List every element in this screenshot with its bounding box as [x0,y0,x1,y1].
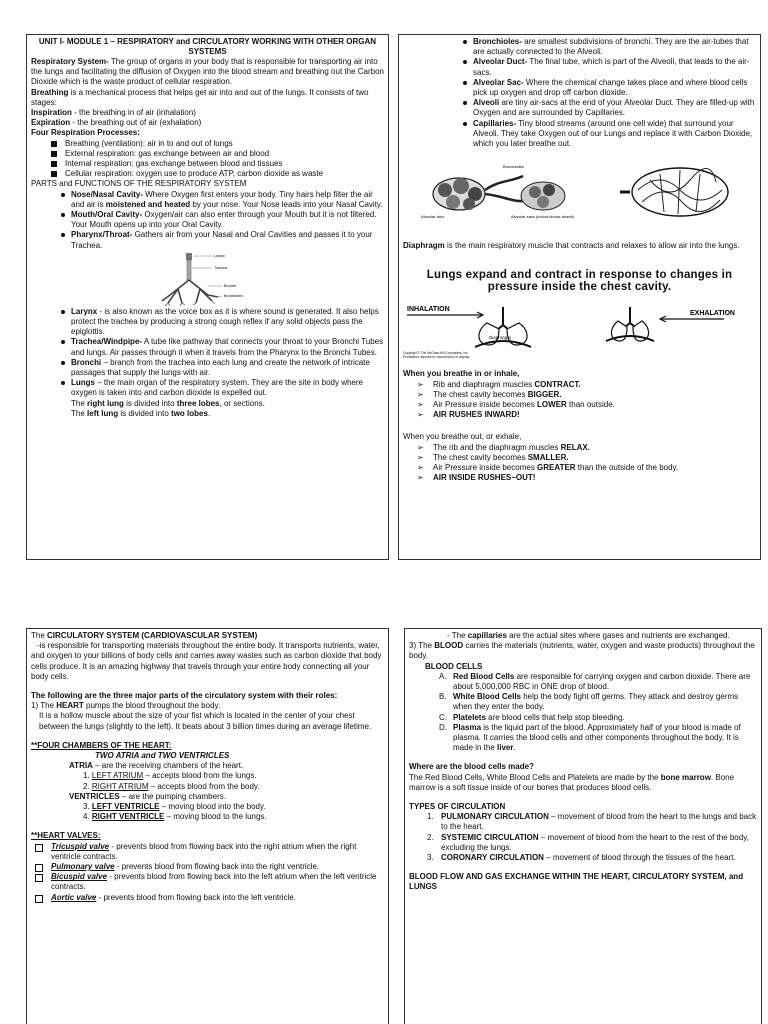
unit-title: UNIT I- MODULE 1 – RESPIRATORY and CIRCULATORY WORKING WITH OTHER ORGAN SYSTEMS [38,37,377,56]
list-item: ➢ AIR RUSHES INWARD! [403,410,756,420]
circulatory-panel-right [404,628,762,1024]
figure-label: Bronchioles [502,164,524,170]
three-parts-heading: The following are the three major parts of the circulatory system with their roles: [31,691,338,701]
list-item: C. Platelets are blood cells that help stop bleeding. [439,712,625,722]
trachea-figure [31,251,384,307]
bronchial-tree-illustration [148,251,268,307]
figure-label: Alveolar sacs (cutout shows alveoli) [510,214,575,220]
chambers-subheading: TWO ATRIA and TWO VENTRICLES [95,751,230,761]
alveoli-parts-list [433,37,756,149]
list-item: ➢ The chest cavity becomes SMALLER. [403,453,756,463]
list-item-lungs: Lungs – the main organ of the respiratory system. They are the site in body where oxygen is taken into and carbon dioxide is expelled out. The right lung is divided into three lobes, or sections. The left lung is divided into two lobes. [31,378,384,419]
respiratory-panel-left [26,34,389,560]
blood-cells-list [409,672,757,754]
inhale-heading: When you breathe in or inhale, [403,369,520,379]
copyright-note: Copyright © The McGraw-Hill Companies, Inc. Permission required for reproduction or display. [403,351,470,360]
circulatory-intro-text: -is responsible for transporting materials throughout the entire body. It transports nutrients, water, and oxygen to your billions of body cells and carries away wastes such as carbon dioxide that body cells produce. It is an amazing highway that travels through your entire body connecting all your body cells. [31,641,382,681]
circulatory-panel-left [26,628,389,1024]
chambers-heading: **FOUR CHAMBERS OF THE HEART: [31,740,172,750]
capillary-net-illustration [620,160,740,222]
list-item: Bicuspid valve - prevents blood from flowing back into the left atrium when the left ventricle contracts. [31,872,384,892]
circulatory-intro-title: The CIRCULATORY SYSTEM (CARDIOVASCULAR SYSTEM) [31,631,258,640]
list-item: 3. CORONARY CIRCULATION – movement of blood through the tissues of the heart. [427,853,736,863]
list-item-alveolar-sac: Alveolar Sac- Where the chemical change takes place and where blood cells pick up oxygen and drop off carbon dioxide. [433,78,756,98]
list-item: 4. RIGHT VENTRICLE – moving blood to the lungs. [83,812,267,822]
ventricles-list [31,802,384,822]
heart-description: It is a hollow muscle about the size of your fist which is located in the center of your chest between the lungs (slightly to the left). It beats about 3 billion times during an average lifetime. [39,711,372,731]
respiratory-panel-right [398,34,761,560]
list-item-larynx: Larynx - is also known as the voice box as it is where sound is generated. It also helps protect the trachea by producing a strong cough reflex if any solid objects pass the epiglottis. [31,307,384,338]
blood-heading: 3) The BLOOD carries the materials (nutrients, water, oxygen and waste products) throughout the body. [409,641,755,661]
capillaries-note: - The capillaries are the actual sites where gases and nutrients are exchanged. [447,631,730,640]
list-item: Aortic valve - prevents blood from flowing back into the left ventricle. [31,893,384,903]
list-item: 2. SYSTEMIC CIRCULATION – movement of blood from the heart to the rest of the body, excluding the lungs. [427,832,749,852]
heart-heading: 1) The HEART pumps the blood throughout the body. [31,701,221,711]
list-item: B. White Blood Cells help the body fight off germs. They attack and destroy germs when they enter the body. [439,692,739,712]
alveolar-sac-illustration [419,160,589,222]
inhalation-illustration [405,301,565,351]
list-item-alveolar-duct: Alveolar Duct- The final tube, which is part of the Alveoli, that leads to the air-sacs. [433,57,756,77]
figure-label: Trachea [213,265,227,270]
list-item-alveoli: Alveoli are tiny air-sacs at the end of your Alveolar Duct. They are filled-up with Oxygen and are surrounded by Capillaries. [433,98,756,118]
list-item-capillaries: Capillaries- Tiny blood streams (around one cell wide) that surround your Alveoli. They take Oxygen out of our Lungs and replace it with Carbon Dioxide, which you later breathe out. [433,119,756,150]
inhale-list [403,380,756,421]
list-item: Cellular respiration: oxygen use to produce ATP, carbon dioxide as waste [31,169,384,179]
list-item: Internal respiration: gas exchange between blood and tissues [31,159,384,169]
list-item: ➢ Rib and diaphragm muscles CONTRACT. [403,380,756,390]
list-item: ➢ The rib and the diaphragm muscles RELAX. [403,443,756,453]
inhalation-label: INHALATION [407,306,450,314]
list-item-mouth: Mouth/Oral Cavity- Oxygen/air can also enter through your Mouth but it is not filtered. Your Mouth opens up into your Oral Cavity. [31,210,384,230]
lungs-caption: Lungs expand and contract in response to changes in pressure inside the chest cavity. [426,269,733,294]
list-item: ➢ AIR INSIDE RUSHES~OUT! [403,473,756,483]
list-item: ➢ The chest cavity becomes BIGGER. [403,390,756,400]
list-item: A. Red Blood Cells are responsible for carrying oxygen and carbon dioxide. There are about 5,000,000 RBC in ONE drop of blood. [439,671,751,692]
list-item: 1. LEFT ATRIUM – accepts blood from the lungs. [83,771,257,781]
parts-list-bottom [31,307,384,419]
exhale-heading: When you breathe out, or exhale, [403,432,522,442]
four-processes-heading: Four Respiration Processes: [31,128,140,138]
figure-label: Alveolar duct [420,214,444,220]
list-item: External respiration: gas exchange between air and blood [31,149,384,159]
list-item: ➢ Air Pressure inside becomes LOWER than outside. [403,400,756,410]
breathing-definition: Breathing is a mechanical process that helps get air into and out of the lungs. It consists of two stages: [31,87,369,107]
list-item: Tricuspid valve - prevents blood from flowing back into the right atrium when the right ventricle contracts. [31,842,384,862]
list-item: Breathing (ventilation): air in to and out of lungs [31,139,384,149]
list-item-trachea: Trachea/Windpipe- A tube like pathway that connects your throat to your Bronchi Tubes and lungs. Air passes through it when it travels from the Pharynx to the Bronchi Tubes. [31,337,384,357]
exhalation-illustration [604,301,754,351]
list-item-bronchioles: Bronchioles- are smallest subdivisions of bronchi. They are the air-tubes that are actually connected to the Alveoli. [433,37,756,57]
list-item: 3. LEFT VENTRICLE – moving blood into the body. [83,802,266,812]
list-item-nose: Nose/Nasal Cavity- Where Oxygen first enters your body. Tiny hairs help filter the air and air is moistened and heated by your nose. Your Nose leads into your Nasal Cavity. [31,190,384,210]
list-item: Pulmonary valve - prevents blood from flowing back into the right ventricle. [31,862,384,872]
list-item: D. Plasma is the liquid part of the blood. Approximately half of your blood is made of plasma. It carries the blood cells and other components throughout the body. It is made in the liver. [439,722,741,753]
blood-flow-heading: BLOOD FLOW AND GAS EXCHANGE WITHIN THE HEART, CIRCULATORY SYSTEM, and LUNGS [409,872,744,892]
blood-cells-heading: BLOOD CELLS [425,661,483,671]
exhalation-label: EXHALATION [690,310,735,318]
list-item: 2. RIGHT ATRIUM – accepts blood from the body. [83,781,260,791]
list-item-pharynx: Pharynx/Throat- Gathers air from your Nasal and Oral Cavities and passes it to your Trachea. [31,230,384,250]
parts-list-top [31,190,384,251]
breathing-figure [403,301,756,351]
atria-list [31,771,384,791]
list-item: ➢ Air Pressure inside becomes GREATER than the outside of the body. [403,463,756,473]
list-item: 1. PULMONARY CIRCULATION – movement of blood from the heart to the lungs and back to the heart. [427,812,757,832]
diaphragm-label: Diaphragm [489,335,512,341]
types-heading: TYPES OF CIRCULATION [409,802,506,812]
ventricles-definition: VENTRICLES – are the pumping chambers. [69,791,226,801]
expiration-definition: Expiration - the breathing out of air (exhalation) [31,118,202,128]
atria-definition: ATRIA – are the receiving chambers of the heart. [69,761,244,771]
valves-list [31,842,384,903]
parts-heading: PARTS and FUNCTIONS OF THE RESPIRATORY SYSTEM [31,179,247,189]
figure-label: Bronchi [223,283,236,288]
figure-label: Bronchioles [223,293,243,298]
process-list [31,139,384,180]
valves-heading: **HEART VALVES: [31,831,101,841]
types-list [409,812,757,863]
where-made-heading: Where are the blood cells made? [409,762,534,772]
respiratory-system-definition: Respiratory System- The group of organs in your body that is responsible for transporting air into the lungs and facilitating the diffusion of Oxygen into the blood stream and breathing out the Carbon Dioxide which is the waste product of cellular respiration. [31,57,384,87]
diaphragm-definition: Diaphragm is the main respiratory muscle that contracts and relaxes to allow air into the lungs. [403,241,740,251]
exhale-list [403,443,756,484]
inspiration-definition: Inspiration - the breathing in of air (inhalation) [31,108,196,118]
where-made-text: The Red Blood Cells, White Blood Cells and Platelets are made by the bone marrow. Bone marrow is a soft tissue inside of our bones that produces blood cells. [409,772,735,792]
figure-label: Larynx [213,253,225,258]
alveoli-figure [403,157,756,225]
list-item-bronchi: Bronchi – branch from the trachea into each lung and create the network of intricate passages that supply the lungs with air. [31,358,384,378]
